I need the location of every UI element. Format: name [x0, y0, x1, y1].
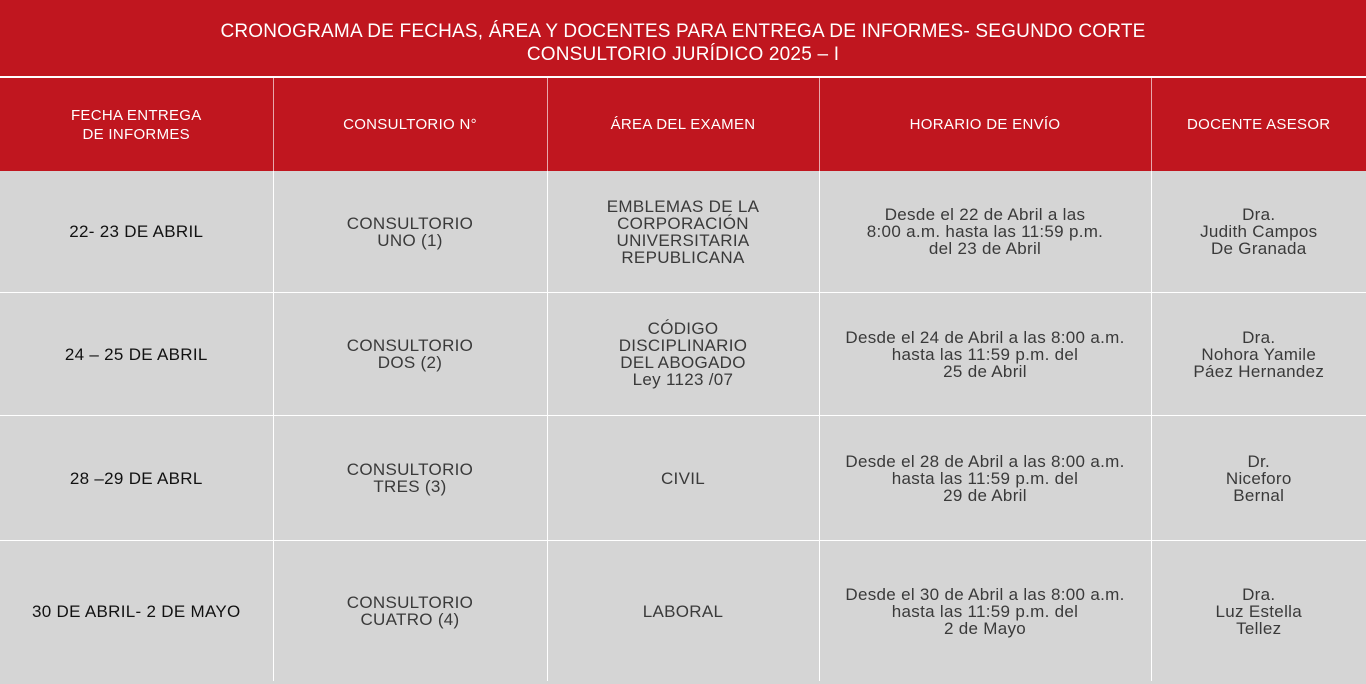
cell-area: EMBLEMAS DE LA CORPORACIÓN UNIVERSITARIA REPUBLICANA — [547, 171, 819, 293]
table-row — [0, 416, 1366, 541]
cell-docente: Dr. Niceforo Bernal — [1151, 416, 1366, 541]
cell-consultorio: CONSULTORIO DOS (2) — [273, 293, 547, 416]
column-header-fecha: FECHA ENTREGA DE INFORMES — [0, 78, 273, 171]
page-title: CRONOGRAMA DE FECHAS, ÁREA Y DOCENTES PARA ENTREGA DE INFORMES- SEGUNDO CORTE — [220, 21, 1146, 42]
cell-docente: Dra. Luz Estella Tellez — [1215, 584, 1302, 638]
table-header-row — [0, 78, 1366, 171]
column-header-area: ÁREA DEL EXAMEN — [547, 78, 819, 171]
cell-area: LABORAL — [547, 541, 819, 682]
title-banner — [0, 0, 1366, 76]
column-header-horario: HORARIO DE ENVÍO — [819, 78, 1151, 171]
cell-consultorio: CONSULTORIO TRES (3) — [273, 416, 547, 541]
table-row — [0, 293, 1366, 416]
cell-consultorio: CONSULTORIO UNO (1) — [273, 171, 547, 293]
schedule-table — [0, 78, 1366, 681]
cell-horario: Desde el 30 de Abril a las 8:00 a.m. hasta las 11:59 p.m. del 2 de Mayo — [819, 541, 1151, 682]
column-header-docente: DOCENTE ASESOR — [1151, 78, 1366, 171]
table-row — [0, 171, 1366, 293]
cell-area: CÓDIGO DISCIPLINARIO DEL ABOGADO Ley 1123 /07 — [547, 293, 819, 416]
column-header-consultorio: CONSULTORIO N° — [273, 78, 547, 171]
cell-docente: Dra. Nohora Yamile Páez Hernandez — [1151, 293, 1366, 416]
cell-fecha: 24 – 25 DE ABRIL — [0, 293, 273, 416]
cell-fecha: 22- 23 DE ABRIL — [0, 171, 273, 293]
cell-fecha: 30 DE ABRIL- 2 DE MAYO — [0, 541, 273, 682]
cell-horario: Desde el 28 de Abril a las 8:00 a.m. hasta las 11:59 p.m. del 29 de Abril — [819, 416, 1151, 541]
page-subtitle: CONSULTORIO JURÍDICO 2025 – I — [526, 44, 840, 65]
cell-horario: Desde el 22 de Abril a las 8:00 a.m. hasta las 11:59 p.m. del 23 de Abril — [819, 171, 1151, 293]
cell-fecha: 28 –29 DE ABRL — [0, 416, 273, 541]
cell-horario: Desde el 24 de Abril a las 8:00 a.m. hasta las 11:59 p.m. del 25 de Abril — [819, 293, 1151, 416]
cell-area: CIVIL — [547, 416, 819, 541]
cell-consultorio: CONSULTORIO CUATRO (4) — [273, 541, 547, 682]
cell-docente: Dra. Judith Campos De Granada — [1151, 171, 1366, 293]
table-row — [0, 541, 1366, 682]
